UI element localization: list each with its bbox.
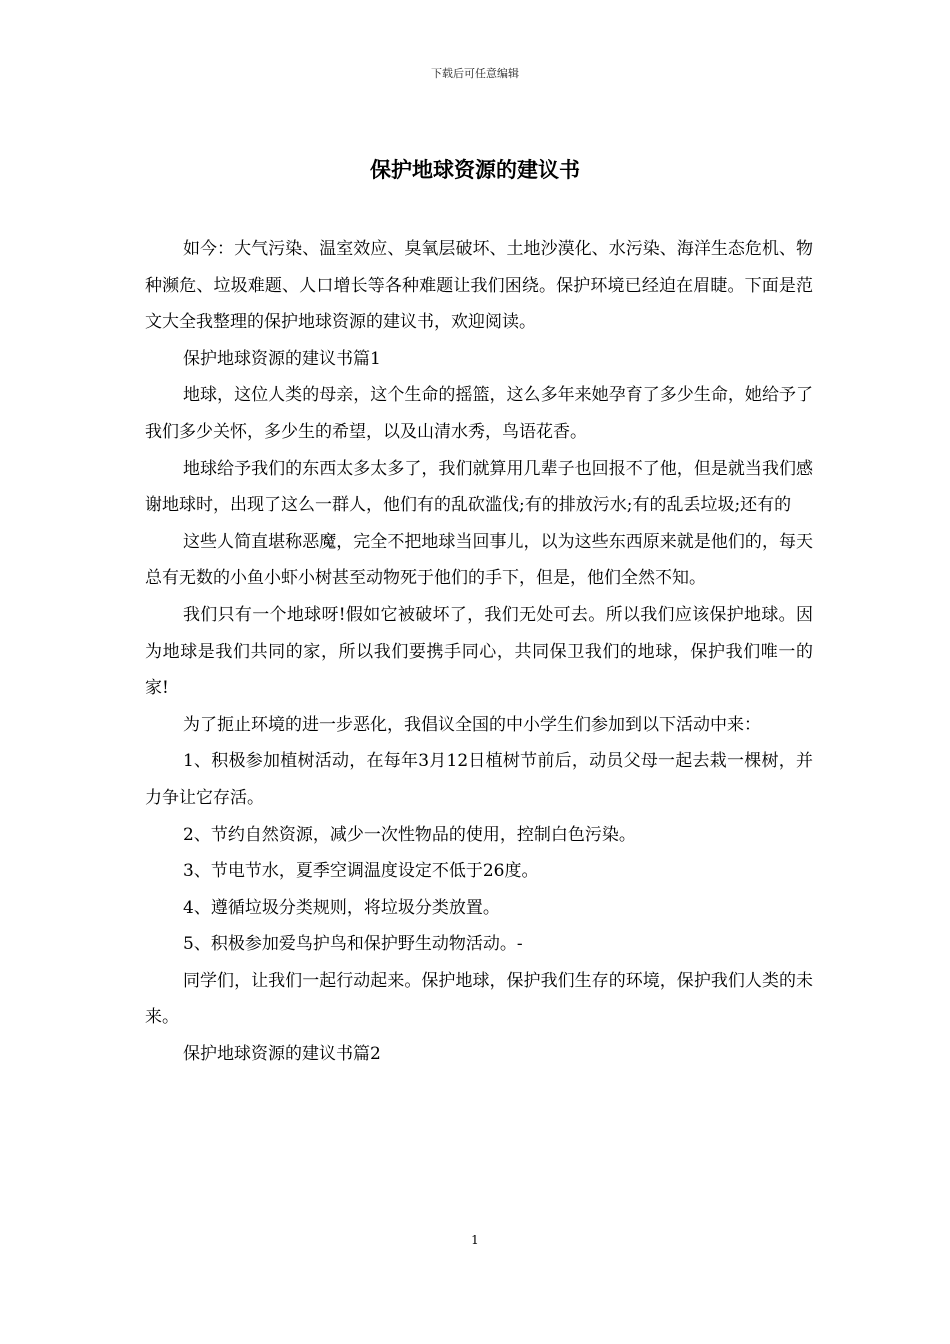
body-paragraph: 为了扼止环境的进一步恶化，我倡议全国的中小学生们参加到以下活动中来： [183, 714, 761, 735]
body-paragraph: 地球，这位人类的母亲，这个生命的摇篮，这么多年来她孕育了多少生命，她给予了我们多少关怀，多少生的希望，以及山清水秀，鸟语花香。 [145, 385, 813, 442]
body-paragraph: 我们只有一个地球呀!假如它被破坏了，我们无处可去。所以我们应该保护地球。因为地球是我们共同的家，所以我们要携手同心，共同保卫我们的地球，保护我们唯一的家! [145, 604, 813, 699]
intro-paragraph: 如今：大气污染、温室效应、臭氧层破坏、土地沙漠化、水污染、海洋生态危机、物种濒危、垃圾难题、人口增长等各种难题让我们困绕。保护环境已经迫在眉睫。下面是范文大全我整理的保护地球资源的建议书，欢迎阅读。 [145, 239, 813, 333]
header-note: 下载后可任意编辑 [431, 67, 519, 80]
list-item: 5、积极参加爱鸟护鸟和保护野生动物活动。- [183, 934, 523, 955]
body-paragraph: 地球给予我们的东西太多太多了，我们就算用几辈子也回报不了他，但是就当我们感谢地球时，出现了这么一群人，他们有的乱砍滥伐;有的排放污水;有的乱丢垃圾;还有的 [145, 458, 813, 516]
section-heading-2: 保护地球资源的建议书篇2 [183, 1044, 381, 1065]
list-item: 3、节电节水，夏季空调温度设定不低于26度。 [183, 861, 539, 882]
list-item: 4、遵循垃圾分类规则，将垃圾分类放置。 [183, 897, 500, 918]
section-heading-1: 保护地球资源的建议书篇1 [183, 348, 381, 369]
document-body [145, 231, 813, 1073]
page-number: 1 [471, 1233, 479, 1247]
document-title: 保护地球资源的建议书 [370, 157, 580, 182]
body-paragraph: 同学们，让我们一起行动起来。保护地球，保护我们生存的环境，保护我们人类的未来。 [145, 970, 813, 1028]
list-item: 2、节约自然资源，减少一次性物品的使用，控制白色污染。 [183, 824, 636, 845]
body-paragraph: 这些人简直堪称恶魔，完全不把地球当回事儿，以为这些东西原来就是他们的，每天总有无数的小鱼小虾小树甚至动物死于他们的手下，但是，他们全然不知。 [145, 531, 813, 589]
list-item: 1、积极参加植树活动，在每年3月12日植树节前后，动员父母一起去栽一棵树，并力争让它存活。 [145, 751, 813, 808]
